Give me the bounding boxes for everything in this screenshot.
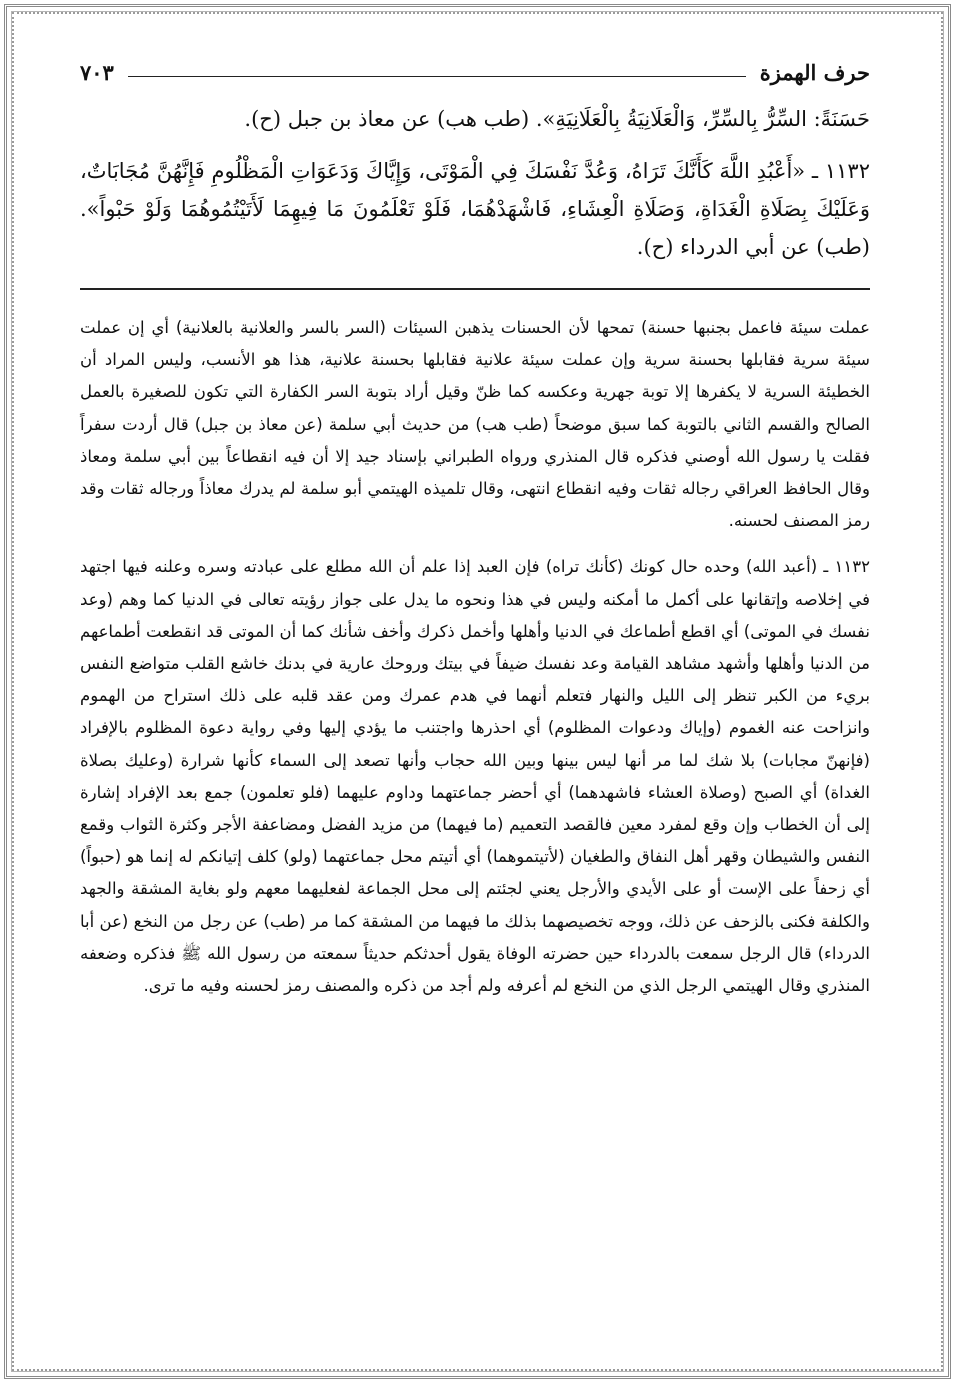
- header-rule: [128, 76, 746, 77]
- hadith-text: [80, 100, 870, 266]
- book-page: [80, 52, 870, 1016]
- commentary-text: [80, 312, 870, 1002]
- section-divider: [80, 288, 870, 290]
- commentary-paragraph-2: ١١٣٢ ـ (أعبد الله) وحده حال كونك (كأنك تراه) فإن العبد إذا علم أن الله مطلع على عبادته وسره وعلنه فيها اجتهد في إخلاصه وإتقانها على أكمل ما أمكنه وليس في هذا ونحوه ما يدل على جواز رؤيته تعالى في الدنيا كما وهم (وعد نفسك في الموتى) أي اقطع أطماعك في الدنيا وأهلها وأخمل ذكرك وأخف شأنك كما أن الموتى قد انقطعت أطماعهم من الدنيا وأهلها وأشهد مشاهد القيامة وعد نفسك ضيفاً في بيتك وروحك عارية في بدنك خاشع القلب متواضع النفس بريء من الكبر تنظر إلى الليل والنهار فتعلم أنهما في هدم عمرك ومن عقد قلبه على ذلك استراح من الهموم وانزاحت عنه الغموم (وإياك ودعوات المظلوم) أي احذرها واجتنب ما يؤدي إليها وفي رواية دعوة المظلوم بالإفراد (فإنهنّ مجابات) بلا شك لما مر أنها ليس بينها وبين الله حجاب وأنها تصعد إلى السماء كأنها شرارة (وعليك بصلاة الغداة) أي الصبح (وصلاة العشاء فاشهدهما) أي أحضر جماعتهما وداوم عليهما (فلو تعلمون) جمع بعد الإفراد إشارة إلى أن الخطاب وإن وقع لمفرد معين فالقصد التعميم (ما فيهما) من مزيد الفضل ومضاعفة الأجر وكثرة الثواب وقمع النفس والشيطان وقهر أهل النفاق والطغيان (لأتيتموهما) أي أتيتم محل جماعتهما (ولو) كلف إتيانكم له إنما هو (حبواً) أي زحفاً على الإست أو على الأيدي والأرجل يعني لجئتم إلى محل الجماعة لفعليهما معهم ولو بغاية المشقة والجهد والكلفة فكنى بالزحف عن ذلك، ووجه تخصيصهما بذلك ما فيهما من المشقة كما مر (طب) عن رجل من النخع (عن أبا الدرداء) قال الرجل سمعت بالدرداء حين حضرته الوفاة يقول أحدثكم حديثاً سمعته من رسول الله ﷺ فذكره وضعفه المنذري وقال الهيتمي الرجل الذي من النخع لم أعرفه ولم أجد من ذكره والمصنف رمز لحسنه وفيه ما ترى.: [80, 557, 870, 996]
- hadith-continuation: حَسَنَةً: السِّرُّ بِالسِّرِّ، وَالْعَلَانِيَةُ بِالْعَلَانِيَةِ». (طب هب) عن معاذ بن جبل (ح).: [244, 107, 870, 131]
- chapter-title: حرف الهمزة: [759, 59, 870, 85]
- page-number: ٧٠٣: [80, 59, 114, 85]
- hadith-1132: ١١٣٢ ـ «أَعْبُدِ اللَّهَ كَأَنَّكَ تَرَاهُ، وَعُدَّ نَفْسَكَ فِي الْمَوْتَى، وَإِيَّاكَ وَدَعَوَاتِ الْمَظْلُومِ فَإِنَّهُنَّ مُجَابَاتٌ، وَعَلَيْكَ بِصَلَاةِ الْغَدَاةِ، وَصَلَاةِ الْعِشَاءِ، فَاشْهَدْهُمَا، فَلَوْ تَعْلَمُونَ مَا فِيهِمَا لَأَتَيْتُمُوهُمَا وَلَوْ حَبْواً». (طب) عن أبي الدرداء (ح).: [80, 159, 870, 259]
- commentary-paragraph-1: عملت سيئة فاعمل بجنبها حسنة) تمحها لأن الحسنات يذهبن السيئات (السر بالسر والعلانية بالعلانية) أي إن عملت سيئة سرية فقابلها بحسنة سرية وإن عملت سيئة علانية فقابلها بحسنة علانية، هذا هو الأنسب، وليس المراد أن الخطيئة السرية لا يكفرها إلا توبة جهرية وعكسه كما ظنّ وقيل أراد بتوبة السر الكفارة التي تكون للصغيرة بالعمل الصالح والقسم الثاني بالتوبة كما سبق موضحاً (طب هب) من حديث أبي سلمة (عن معاذ بن جبل) قال أردت سفراً فقلت يا رسول الله أوصني فذكره قال المنذري ورواه الطبراني بإسناد جيد إلا أن فيه انقطاعاً بين أبي سلمة ومعاذ وقال الحافظ العراقي رجاله ثقات وفيه انقطاع انتهى، وقال تلميذه الهيتمي أبو سلمة لم يدرك معاذاً ورجاله ثقات وقد رمز المصنف لحسنه.: [80, 318, 870, 531]
- running-header: [80, 52, 870, 92]
